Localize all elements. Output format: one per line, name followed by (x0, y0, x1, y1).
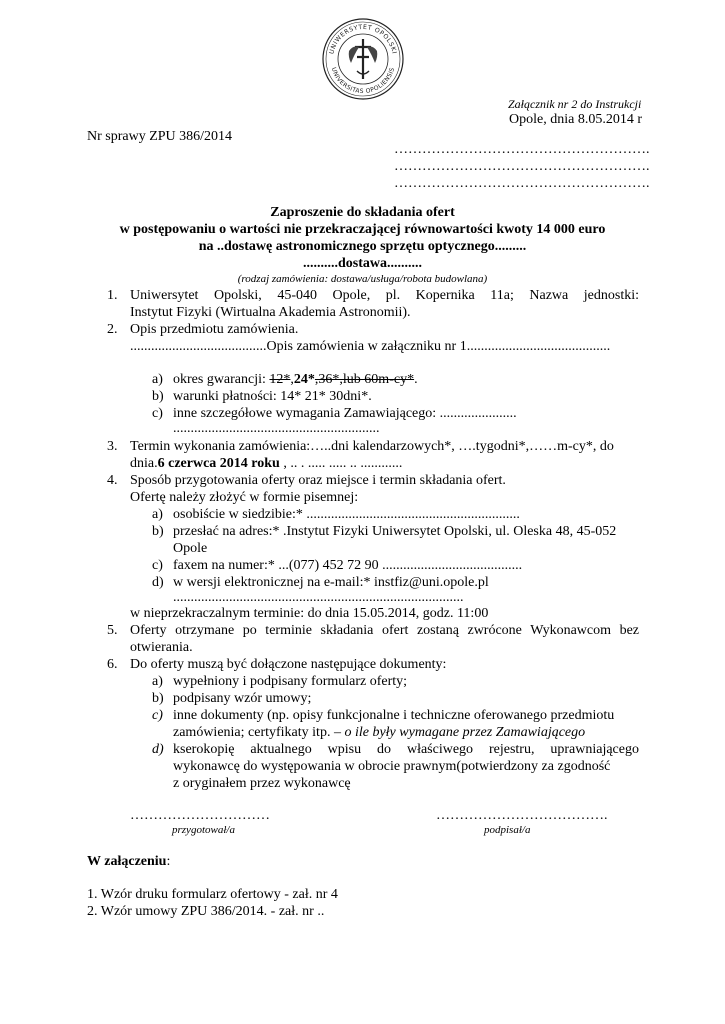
sub-letter: a) (152, 372, 163, 387)
warranty-selected: 24* (293, 372, 315, 387)
required-doc-other-line-2 (173, 724, 585, 741)
case-number: Nr sprawy ZPU 386/2014 (87, 129, 233, 144)
item-number: 3. (107, 439, 118, 454)
item-4-line-2: Ofertę należy złożyć w formie pisemnej: (130, 490, 359, 505)
submit-by-fax: faxem na numer:* ...(077) 452 72 90 ........................................ (173, 558, 523, 573)
signed-by-label: podpisał/a (484, 824, 531, 836)
required-doc-register-line-2: wykonawcę do występowania w obrocie prawnym(potwierdzony za zgodność (173, 759, 611, 774)
item-1-line-1: Uniwersytet Opolski, 45-040 Opole, pl. Kopernika 11a; Nazwa jednostki: (130, 288, 639, 303)
signed-by-line: ………………………………. (436, 808, 608, 823)
submit-by-email: w wersji elektronicznej na e-mail:* instfiz@uni.opole.pl (173, 575, 489, 590)
other-docs-condition: o ile były wymagane przez Zamawiającego (344, 725, 586, 740)
item-number: 6. (107, 657, 118, 672)
item-number: 2. (107, 322, 118, 337)
warranty-prefix: okres gwarancji: (173, 372, 270, 387)
item-3-line-2 (130, 455, 402, 472)
deadline-suffix: , .. . ..... ..... .. ............ (279, 456, 403, 471)
warranty-period (173, 371, 418, 388)
seal-text-bottom: UNIVERSITAS OPOLIENSIS (329, 66, 397, 96)
submit-by-mail-city: Opole (173, 541, 208, 556)
sub-letter: c) (152, 558, 163, 573)
attachment-reference: Załącznik nr 2 do Instrukcji (508, 97, 642, 111)
prepared-by-line: ………………………… (130, 808, 270, 823)
item-2-line-1: Opis przedmiotu zamówienia. (130, 322, 299, 337)
item-number: 1. (107, 288, 118, 303)
warranty-comma: , (290, 372, 294, 387)
other-requirements-dots: ........................................................... (173, 421, 380, 436)
required-doc-register-line-3: z oryginałem przez wykonawcę (173, 776, 351, 791)
item-number: 4. (107, 473, 118, 488)
submission-deadline: w nieprzekraczalnym terminie: do dnia 15.05.2014, godz. 11:00 (130, 606, 489, 621)
other-requirements: inne szczegółowe wymagania Zamawiającego: ...................... (173, 406, 517, 421)
payment-terms: warunki płatności: 14* 21* 30dni*. (173, 389, 372, 404)
sub-letter: b) (152, 691, 164, 706)
item-5-line-1: Oferty otrzymane po terminie składania ofert zostaną zwrócone Wykonawcom bez (130, 623, 639, 638)
sub-letter: d) (152, 575, 164, 590)
attachments-colon: : (166, 854, 171, 869)
attachment-item-1: 1. Wzór druku formularz ofertowy - zał. nr 4 (87, 887, 338, 902)
seal-text-top: UNIWERSYTET OPOLSKI (328, 23, 398, 55)
item-4-line-1: Sposób przygotowania oferty oraz miejsce i termin składania ofert. (130, 473, 506, 488)
other-docs-prefix: zamówienia; certyfikaty itp. – (173, 725, 345, 740)
submit-in-person: osobiście w siedzibie:* ............................................................. (173, 507, 520, 522)
warranty-end: . (414, 372, 418, 387)
blank-line-1: ………………………………………………. (394, 142, 650, 157)
warranty-struck-1: 12* (269, 372, 291, 387)
item-2-line-2: .......................................Opis zamówienia w załączniku nr 1......................................... (130, 339, 611, 354)
place-date: Opole, dnia 8.05.2014 r (509, 112, 642, 127)
sub-letter: b) (152, 389, 164, 404)
document-title: Zaproszenie do składania ofert (270, 205, 455, 220)
title-line-2: w postępowaniu o wartości nie przekraczającej równowartości kwoty 14 000 euro (119, 222, 606, 237)
required-doc-contract: podpisany wzór umowy; (173, 691, 312, 706)
sub-letter: c) (152, 406, 163, 421)
submit-dots: ................................................................................... (173, 590, 464, 605)
deadline-prefix: dnia. (130, 456, 158, 471)
completion-date: 6 czerwca 2014 roku (157, 456, 280, 471)
sub-letter: d) (152, 742, 164, 757)
item-1-line-2: Instytut Fizyki (Wirtualna Akademia Astronomii). (130, 305, 411, 320)
attachments-heading (87, 853, 170, 870)
required-doc-offer-form: wypełniony i podpisany formularz oferty; (173, 674, 408, 689)
attachment-item-2: 2. Wzór umowy ZPU 386/2014. - zał. nr .. (87, 904, 325, 919)
item-3-line-1: Termin wykonania zamówienia:…..dni kalendarzowych*, ….tygodni*,……m-cy*, do (130, 439, 614, 454)
blank-line-2: ………………………………………………. (394, 159, 650, 174)
item-6-line-1: Do oferty muszą być dołączone następujące dokumenty: (130, 657, 447, 672)
sub-letter: a) (152, 674, 163, 689)
required-doc-other: inne dokumenty (np. opisy funkcjonalne i techniczne oferowanego przedmiotu (173, 708, 615, 723)
title-line-3: na ..dostawę astronomicznego sprzętu optycznego......... (198, 239, 527, 254)
submit-by-mail: przesłać na adres:* .Instytut Fizyki Uniwersytet Opolski, ul. Oleska 48, 45-052 (173, 524, 617, 539)
required-doc-register: kserokopię aktualnego wpisu do właściwego rejestru, uprawniającego (173, 742, 639, 757)
university-seal (321, 17, 405, 101)
warranty-struck-2: ,36*,lub 60m-cy* (314, 372, 415, 387)
blank-line-3: ………………………………………………. (394, 176, 650, 191)
order-type-note: (rodzaj zamówienia: dostawa/usługa/robota budowlana) (237, 273, 488, 285)
prepared-by-label: przygotował/a (172, 824, 235, 836)
item-5-line-2: otwierania. (130, 640, 193, 655)
title-line-4: ..........dostawa.......... (302, 256, 422, 271)
sub-letter: b) (152, 524, 164, 539)
sub-letter: a) (152, 507, 163, 522)
attachments-heading-text: W załączeniu (87, 854, 167, 869)
sub-letter: c) (152, 708, 163, 723)
item-number: 5. (107, 623, 118, 638)
